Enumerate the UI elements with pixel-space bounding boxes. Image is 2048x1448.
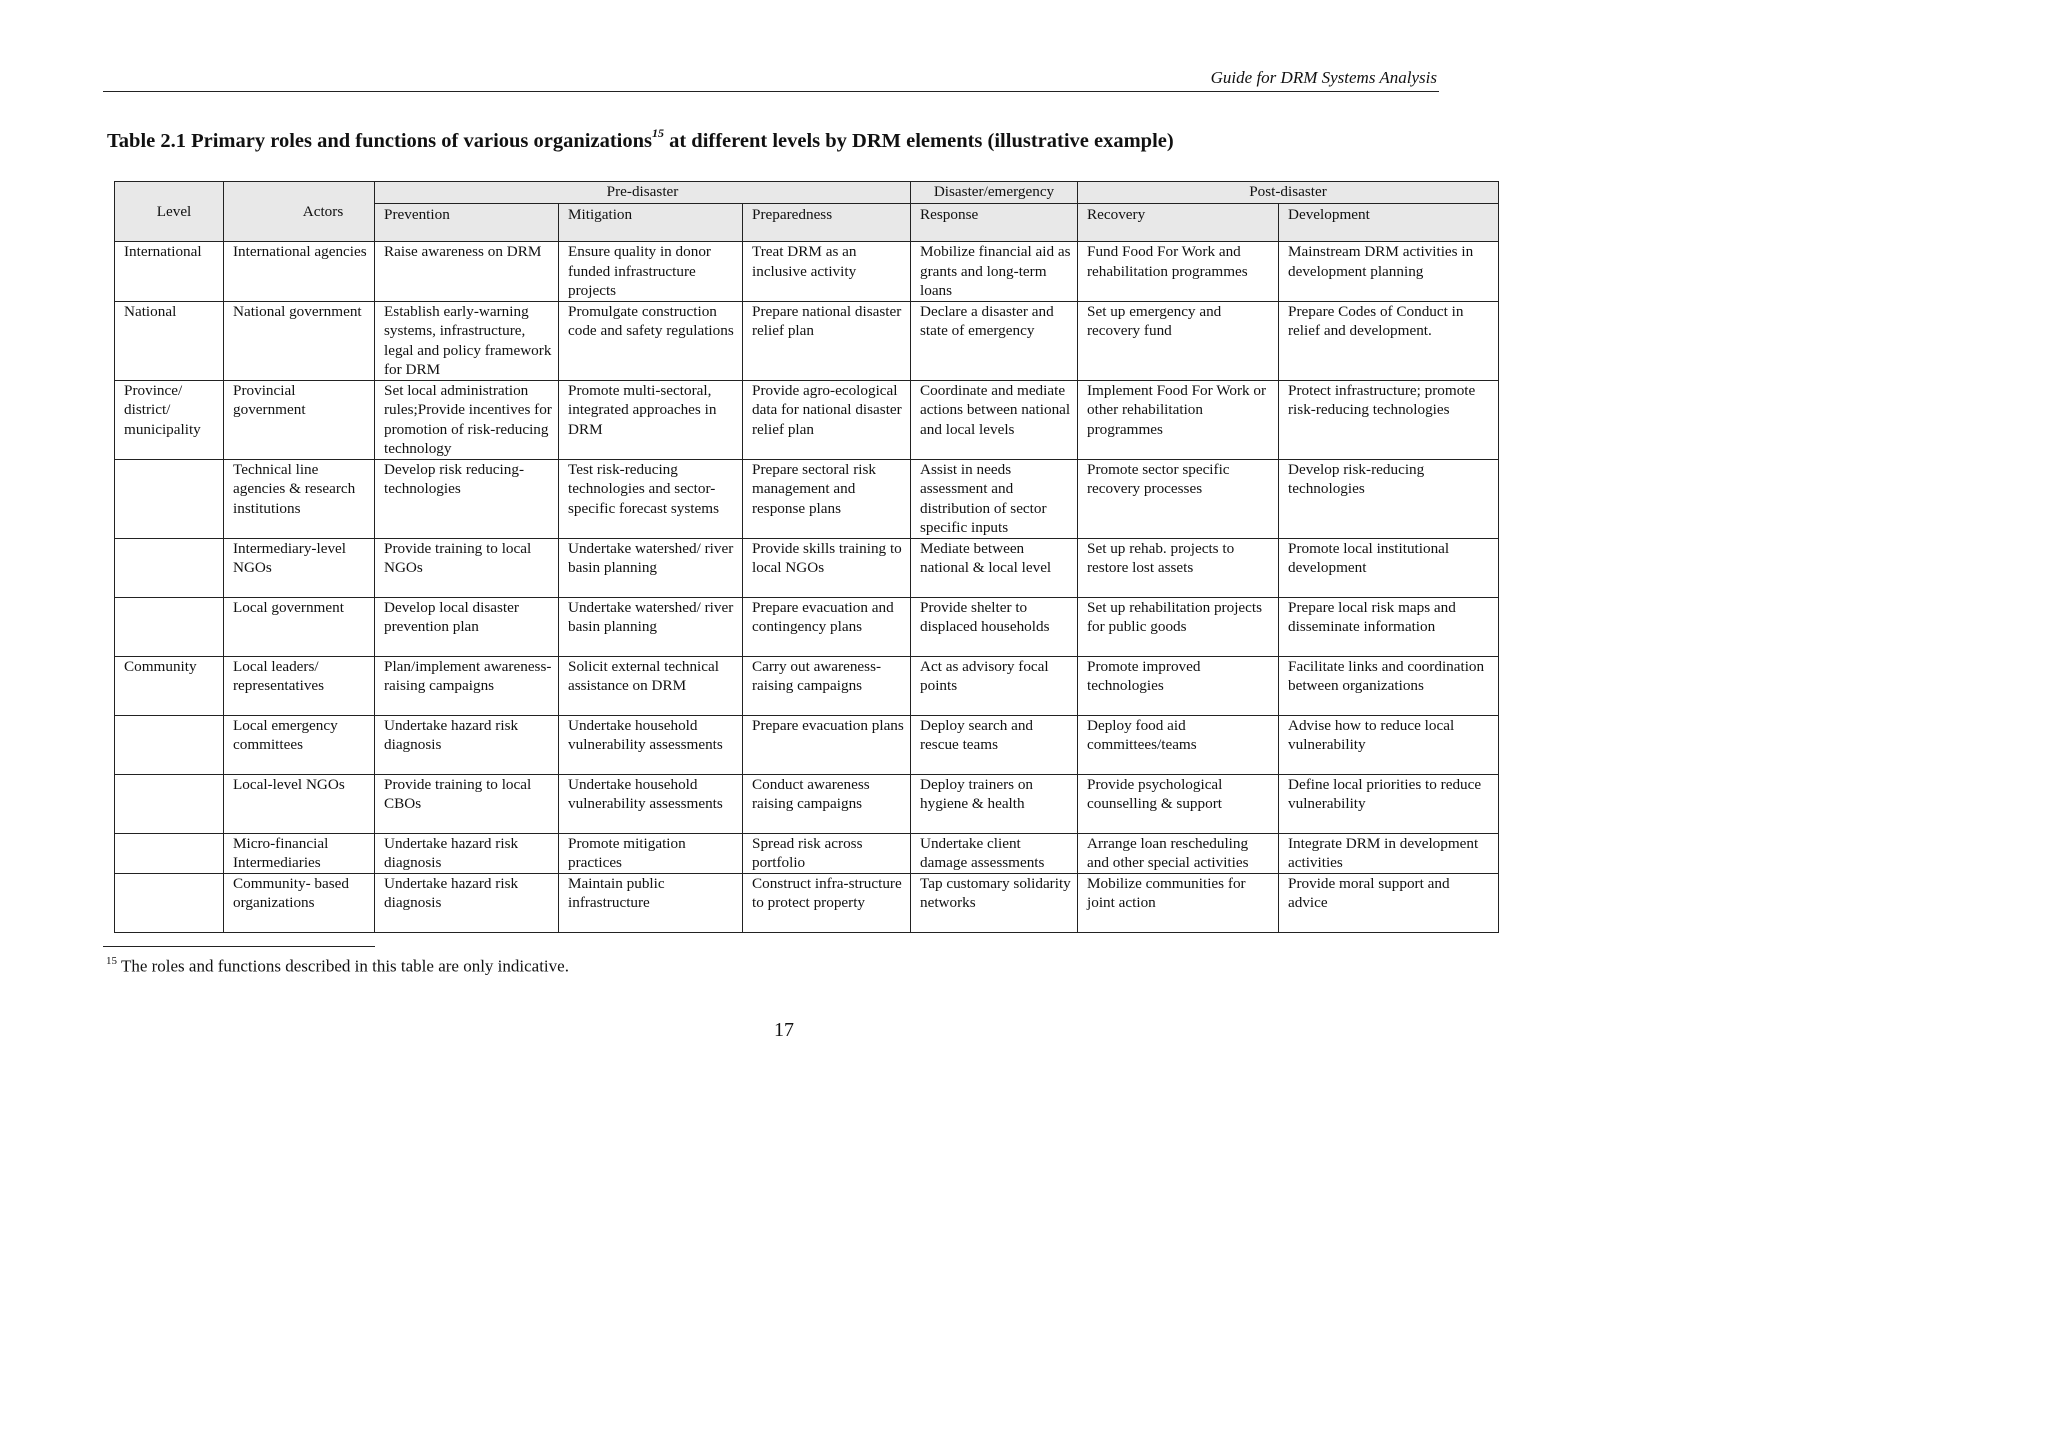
level-cell: Community [115, 656, 224, 715]
mitigation-cell: Undertake household vulnerability assessments [559, 774, 743, 833]
mitigation-cell: Test risk-reducing technologies and sector-specific forecast systems [559, 459, 743, 538]
mitigation-cell: Solicit external technical assistance on DRM [559, 656, 743, 715]
level-cell [115, 459, 224, 538]
actor-cell: International agencies [224, 242, 375, 302]
level-cell [115, 715, 224, 774]
group-header-post-disaster: Post-disaster [1078, 182, 1499, 204]
actor-cell: Local leaders/ representatives [224, 656, 375, 715]
actor-cell: Local government [224, 597, 375, 656]
actor-cell: Community- based organizations [224, 873, 375, 932]
column-header-development: Development [1279, 204, 1499, 242]
actor-cell: Local-level NGOs [224, 774, 375, 833]
mitigation-cell: Maintain public infrastructure [559, 873, 743, 932]
level-cell [115, 774, 224, 833]
prevention-cell: Undertake hazard risk diagnosis [375, 715, 559, 774]
recovery-cell: Promote improved technologies [1078, 656, 1279, 715]
response-cell: Declare a disaster and state of emergency [911, 301, 1078, 380]
actor-cell: Micro-financial Intermediaries [224, 833, 375, 873]
recovery-cell: Fund Food For Work and rehabilitation programmes [1078, 242, 1279, 302]
level-cell [115, 538, 224, 597]
response-cell: Tap customary solidarity networks [911, 873, 1078, 932]
mitigation-cell: Promote multi-sectoral, integrated approaches in DRM [559, 380, 743, 459]
response-cell: Act as advisory focal points [911, 656, 1078, 715]
prevention-cell: Undertake hazard risk diagnosis [375, 833, 559, 873]
actor-cell: Technical line agencies & research institutions [224, 459, 375, 538]
preparedness-cell: Carry out awareness-raising campaigns [743, 656, 911, 715]
level-cell: Province/ district/ municipality [115, 380, 224, 459]
recovery-cell: Provide psychological counselling & support [1078, 774, 1279, 833]
table-title [107, 128, 1174, 153]
recovery-cell: Arrange loan rescheduling and other special activities [1078, 833, 1279, 873]
table-row [115, 833, 1499, 873]
preparedness-cell: Spread risk across portfolio [743, 833, 911, 873]
footnote-number: 15 [106, 955, 117, 967]
recovery-cell: Mobilize communities for joint action [1078, 873, 1279, 932]
prevention-cell: Plan/implement awareness-raising campaigns [375, 656, 559, 715]
preparedness-cell: Prepare national disaster relief plan [743, 301, 911, 380]
level-cell [115, 873, 224, 932]
preparedness-cell: Prepare evacuation and contingency plans [743, 597, 911, 656]
preparedness-cell: Prepare sectoral risk management and response plans [743, 459, 911, 538]
header-rule [103, 91, 1439, 92]
prevention-cell: Develop risk reducing-technologies [375, 459, 559, 538]
recovery-cell: Set up rehab. projects to restore lost assets [1078, 538, 1279, 597]
mitigation-cell: Undertake household vulnerability assessments [559, 715, 743, 774]
prevention-cell: Raise awareness on DRM [375, 242, 559, 302]
table-row [115, 301, 1499, 380]
development-cell: Advise how to reduce local vulnerability [1279, 715, 1499, 774]
level-cell [115, 833, 224, 873]
level-header: Level [115, 182, 224, 242]
development-cell: Promote local institutional development [1279, 538, 1499, 597]
development-cell: Develop risk-reducing technologies [1279, 459, 1499, 538]
prevention-cell: Provide training to local CBOs [375, 774, 559, 833]
development-cell: Protect infrastructure; promote risk-reducing technologies [1279, 380, 1499, 459]
preparedness-cell: Construct infra-structure to protect property [743, 873, 911, 932]
page-number: 17 [774, 1019, 794, 1041]
response-cell: Assist in needs assessment and distribution of sector specific inputs [911, 459, 1078, 538]
mitigation-cell: Promote mitigation practices [559, 833, 743, 873]
development-cell: Integrate DRM in development activities [1279, 833, 1499, 873]
table-row [115, 459, 1499, 538]
column-header-mitigation: Mitigation [559, 204, 743, 242]
response-cell: Mobilize financial aid as grants and long-term loans [911, 242, 1078, 302]
table-row [115, 242, 1499, 302]
roles-functions-table [114, 181, 1499, 933]
recovery-cell: Promote sector specific recovery processes [1078, 459, 1279, 538]
recovery-cell: Implement Food For Work or other rehabilitation programmes [1078, 380, 1279, 459]
footnote-text: The roles and functions described in this table are only indicative. [117, 956, 569, 976]
table-title-text: Table 2.1 Primary roles and functions of various organizations [107, 129, 652, 152]
table-row [115, 715, 1499, 774]
recovery-cell: Deploy food aid committees/teams [1078, 715, 1279, 774]
actors-header: Actors [224, 182, 375, 242]
preparedness-cell: Conduct awareness raising campaigns [743, 774, 911, 833]
mitigation-cell: Promulgate construction code and safety regulations [559, 301, 743, 380]
response-cell: Deploy trainers on hygiene & health [911, 774, 1078, 833]
actor-cell: Local emergency committees [224, 715, 375, 774]
development-cell: Facilitate links and coordination between organizations [1279, 656, 1499, 715]
recovery-cell: Set up rehabilitation projects for public goods [1078, 597, 1279, 656]
level-cell: National [115, 301, 224, 380]
recovery-cell: Set up emergency and recovery fund [1078, 301, 1279, 380]
mitigation-cell: Undertake watershed/ river basin planning [559, 538, 743, 597]
column-header-preparedness: Preparedness [743, 204, 911, 242]
table-row [115, 774, 1499, 833]
development-cell: Define local priorities to reduce vulnerability [1279, 774, 1499, 833]
footnote [106, 956, 569, 977]
table-row [115, 380, 1499, 459]
response-cell: Deploy search and rescue teams [911, 715, 1078, 774]
column-header-response: Response [911, 204, 1078, 242]
prevention-cell: Set local administration rules;Provide incentives for promotion of risk-reducing technology [375, 380, 559, 459]
column-header-recovery: Recovery [1078, 204, 1279, 242]
preparedness-cell: Provide agro-ecological data for national disaster relief plan [743, 380, 911, 459]
development-cell: Provide moral support and advice [1279, 873, 1499, 932]
group-header-disaster-emergency: Disaster/emergency [911, 182, 1078, 204]
header-group-row [115, 182, 1499, 204]
actor-cell: Provincial government [224, 380, 375, 459]
footnote-reference: 15 [651, 126, 664, 140]
response-cell: Mediate between national & local level [911, 538, 1078, 597]
level-cell [115, 597, 224, 656]
level-cell: International [115, 242, 224, 302]
column-header-prevention: Prevention [375, 204, 559, 242]
mitigation-cell: Undertake watershed/ river basin planning [559, 597, 743, 656]
response-cell: Provide shelter to displaced households [911, 597, 1078, 656]
running-head: Guide for DRM Systems Analysis [1210, 68, 1437, 87]
table-row [115, 873, 1499, 932]
table-row [115, 538, 1499, 597]
preparedness-cell: Provide skills training to local NGOs [743, 538, 911, 597]
actor-cell: Intermediary-level NGOs [224, 538, 375, 597]
actor-cell: National government [224, 301, 375, 380]
prevention-cell: Establish early-warning systems, infrastructure, legal and policy framework for DRM [375, 301, 559, 380]
development-cell: Mainstream DRM activities in development planning [1279, 242, 1499, 302]
response-cell: Coordinate and mediate actions between national and local levels [911, 380, 1078, 459]
table-title-suffix: at different levels by DRM elements (illustrative example) [663, 129, 1174, 152]
table-row [115, 597, 1499, 656]
footnote-separator [103, 946, 375, 947]
development-cell: Prepare Codes of Conduct in relief and development. [1279, 301, 1499, 380]
table-row [115, 656, 1499, 715]
development-cell: Prepare local risk maps and disseminate information [1279, 597, 1499, 656]
group-header-pre-disaster: Pre-disaster [375, 182, 911, 204]
preparedness-cell: Treat DRM as an inclusive activity [743, 242, 911, 302]
prevention-cell: Develop local disaster prevention plan [375, 597, 559, 656]
prevention-cell: Undertake hazard risk diagnosis [375, 873, 559, 932]
response-cell: Undertake client damage assessments [911, 833, 1078, 873]
preparedness-cell: Prepare evacuation plans [743, 715, 911, 774]
mitigation-cell: Ensure quality in donor funded infrastructure projects [559, 242, 743, 302]
prevention-cell: Provide training to local NGOs [375, 538, 559, 597]
